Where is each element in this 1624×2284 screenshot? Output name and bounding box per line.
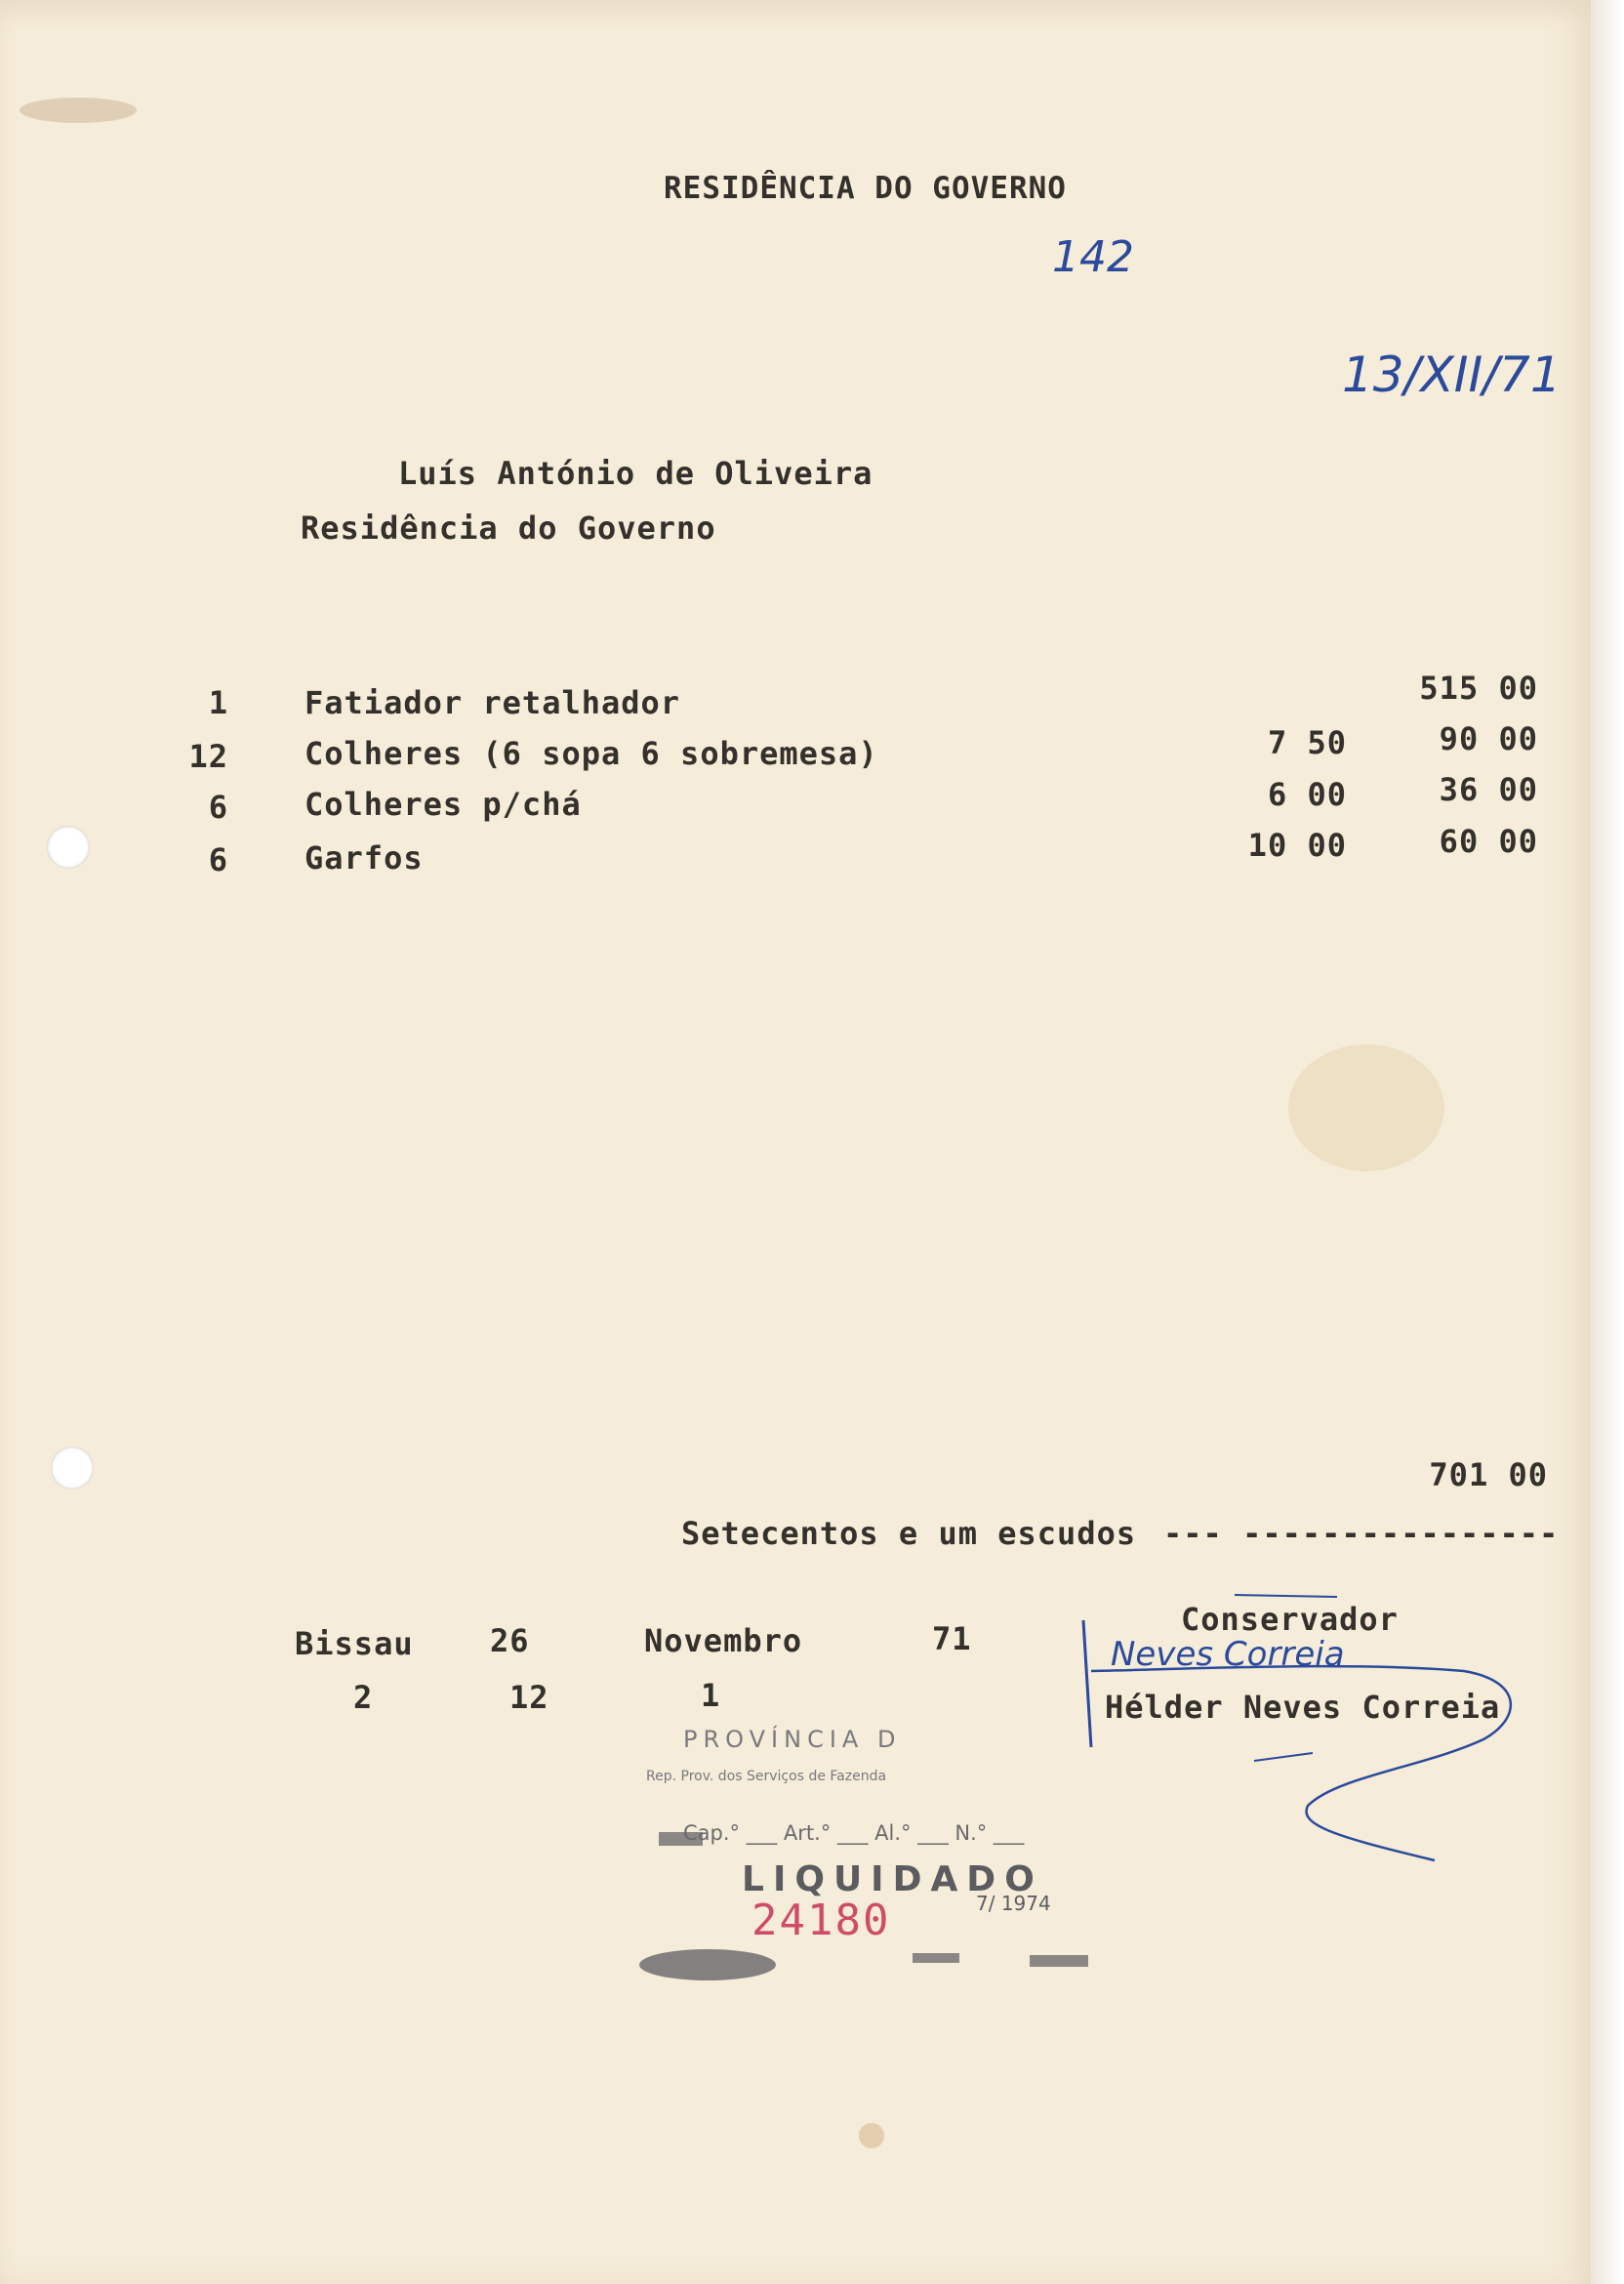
date-code-1: 2 (353, 1679, 374, 1716)
stamp-status: LIQUIDADO (742, 1859, 1043, 1899)
scan-margin (1591, 0, 1624, 2284)
amount-in-words: Setecentos e um escudos (681, 1515, 1137, 1552)
item-total: 515 00 (1419, 670, 1538, 707)
place: Bissau (295, 1625, 414, 1662)
item-qty: 12 (188, 738, 228, 775)
handwritten-date: 13/XII/71 (1342, 347, 1562, 403)
item-unit-price: 10 00 (1247, 827, 1347, 864)
month: Novembro (644, 1622, 803, 1659)
amount-dashes: --- ---------------- (1163, 1515, 1560, 1552)
item-description: Garfos (304, 839, 424, 877)
stamp-line-2: Rep. Prov. dos Serviços de Fazenda (646, 1769, 887, 1784)
handwritten-signature: Neves Correia (1111, 1635, 1345, 1674)
item-total: 60 00 (1439, 823, 1538, 860)
date-code-2: 12 (509, 1679, 549, 1716)
stamp-date: 7/ 1974 (976, 1892, 1051, 1915)
year: 71 (932, 1620, 972, 1657)
item-description: Fatiador retalhador (304, 684, 681, 721)
recipient-name: Luís António de Oliveira (398, 455, 873, 492)
item-total: 36 00 (1439, 771, 1538, 808)
paper-stain (1288, 1044, 1444, 1171)
stamp-line-3: Cap.° ___ Art.° ___ Al.° ___ N.° ___ (683, 1821, 1025, 1845)
item-total: 90 00 (1439, 720, 1538, 757)
paper-stain (859, 2123, 884, 2148)
item-unit-price: 7 50 (1267, 724, 1347, 761)
punch-hole (47, 826, 90, 869)
item-unit-price: 6 00 (1267, 776, 1347, 813)
handwritten-number: 142 (1052, 232, 1134, 282)
item-qty: 6 (208, 789, 228, 826)
punch-hole (51, 1447, 94, 1489)
recipient-address: Residência do Governo (301, 510, 716, 547)
grand-total: 701 00 (1429, 1456, 1548, 1493)
stamp-ink (639, 1713, 1147, 1986)
date-code-3: 1 (701, 1677, 721, 1714)
day: 26 (490, 1622, 530, 1659)
item-qty: 1 (208, 684, 228, 721)
role-title: Conservador (1181, 1601, 1399, 1638)
item-description: Colheres p/chá (304, 786, 582, 823)
stamp-line-1: PROVÍNCIA D (683, 1726, 902, 1753)
item-description: Colheres (6 sopa 6 sobremesa) (304, 735, 878, 772)
document-title: RESIDÊNCIA DO GOVERNO (664, 171, 1067, 206)
paper-stain (20, 98, 137, 123)
stamp-number: 24180 (751, 1896, 891, 1945)
item-qty: 6 (208, 841, 228, 878)
signer-name: Hélder Neves Correia (1105, 1689, 1501, 1726)
